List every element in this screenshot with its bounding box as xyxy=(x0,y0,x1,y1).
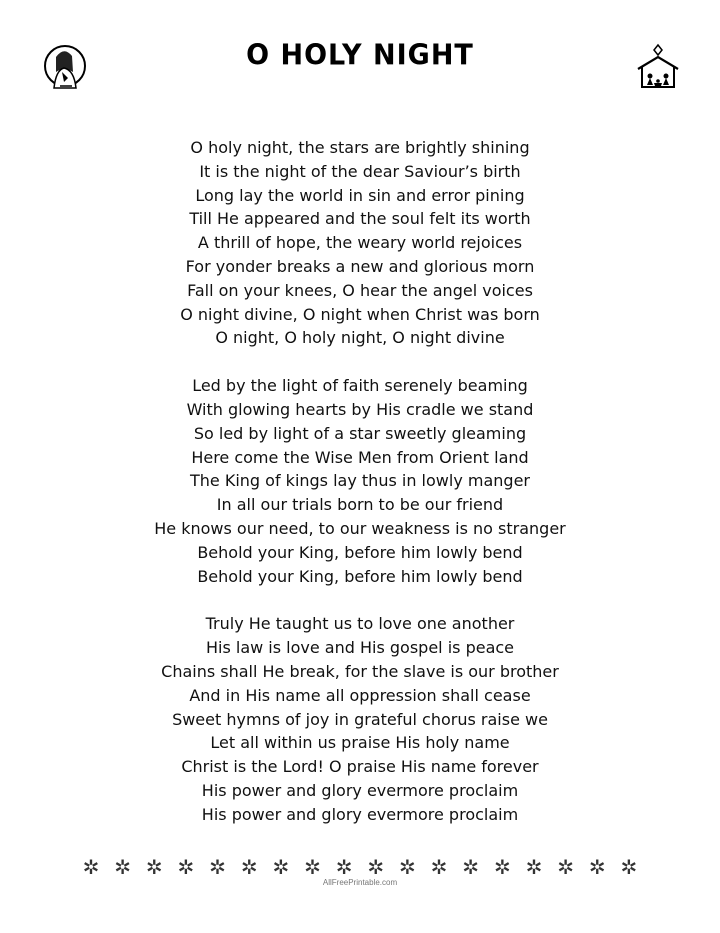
lyric-line: He knows our need, to our weakness is no stranger xyxy=(154,518,566,538)
snowflake-icon: ✲ xyxy=(177,855,195,879)
lyric-line: The King of kings lay thus in lowly manger xyxy=(190,471,530,491)
snowflake-icon: ✲ xyxy=(82,855,100,879)
snowflake-icon: ✲ xyxy=(240,855,258,879)
lyric-line: A thrill of hope, the weary world rejoices xyxy=(197,233,523,253)
lyric-line: It is the night of the dear Saviour’s birth xyxy=(199,161,521,181)
lyric-line: In all our trials born to be our friend xyxy=(216,495,504,515)
snowflake-icon: ✲ xyxy=(114,855,132,879)
lyric-line: His power and glory evermore proclaim xyxy=(201,780,519,800)
snowflake-icon: ✲ xyxy=(557,855,574,879)
lyric-line: And in His name all oppression shall cease xyxy=(189,685,531,705)
snowflake-icon: ✲ xyxy=(525,855,543,879)
lyric-line: Till He appeared and the soul felt its worth xyxy=(189,209,531,229)
lyric-line: O night divine, O night when Christ was born xyxy=(180,304,540,324)
lyric-line: O night, O holy night, O night divine xyxy=(215,328,505,348)
page-title: O HOLY NIGHT xyxy=(246,39,474,72)
snowflake-icon: ✲ xyxy=(399,855,416,879)
lyric-line: O holy night, the stars are brightly shining xyxy=(190,138,530,157)
verse-3 xyxy=(0,612,720,826)
snowflake-icon: ✲ xyxy=(145,855,163,879)
snowflake-border xyxy=(80,855,640,879)
lyrics xyxy=(0,136,720,851)
snowflake-icon: ✲ xyxy=(430,855,448,879)
lyric-line: Christ is the Lord! O praise His name forever xyxy=(181,757,539,777)
lyric-line: So led by light of a star sweetly gleaming xyxy=(193,423,527,443)
lyric-line: Behold your King, before him lowly bend xyxy=(197,542,523,562)
site-credit: AllFreePrintable.com xyxy=(322,878,398,887)
lyric-line: Truly He taught us to love one another xyxy=(205,614,515,634)
lyric-line: His power and glory evermore proclaim xyxy=(201,804,519,824)
snowflake-icon: ✲ xyxy=(462,855,480,879)
snowflake-icon: ✲ xyxy=(620,855,638,879)
lyric-line: Chains shall He break, for the slave is our brother xyxy=(161,661,559,681)
snowflake-icon: ✲ xyxy=(493,855,511,879)
lyric-line: Led by the light of faith serenely beaming xyxy=(192,376,528,396)
lyric-line: Let all within us praise His holy name xyxy=(210,733,510,753)
lyric-line: Behold your King, before him lowly bend xyxy=(197,566,523,586)
snowflake-icon: ✲ xyxy=(588,855,606,879)
snowflake-icon: ✲ xyxy=(272,855,290,879)
verse-1 xyxy=(0,136,720,350)
lyric-line: For yonder breaks a new and glorious morn xyxy=(185,256,535,276)
snowflake-icon: ✲ xyxy=(304,855,321,879)
lyric-line: Here come the Wise Men from Orient land xyxy=(191,447,529,467)
snowflake-icon: ✲ xyxy=(335,855,353,879)
verse-2 xyxy=(0,374,720,588)
lyric-line: Sweet hymns of joy in grateful chorus raise we xyxy=(172,709,548,729)
snowflake-icon: ✲ xyxy=(367,855,385,879)
lyric-line: Long lay the world in sin and error pining xyxy=(195,185,525,205)
lyric-line: With glowing hearts by His cradle we stand xyxy=(186,399,534,419)
snowflake-icon: ✲ xyxy=(209,855,226,879)
lyric-line: Fall on your knees, O hear the angel voices xyxy=(187,280,533,300)
lyric-line: His law is love and His gospel is peace xyxy=(205,638,515,658)
